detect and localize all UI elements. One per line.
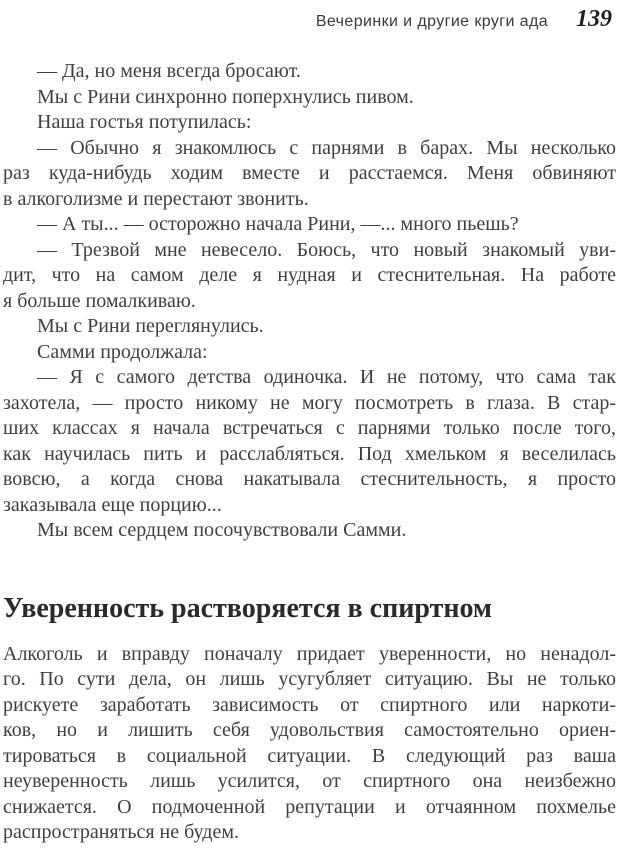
paragraph [3, 365, 616, 518]
paragraph [3, 136, 616, 213]
text-line: захотела, — просто никому не могу посмотреть в глаза. В стар- [3, 391, 616, 414]
text-line: го. По сути дела, он лишь усугубляет ситуацию. Вы не только [3, 668, 616, 690]
section-heading: Уверенность растворяется в спиртном [3, 592, 493, 624]
text-line: Мы всем сердцем посочувствовали Самми. [37, 519, 407, 541]
text-line: дит, что на самом деле я нудная и стеснительная. На работе [3, 264, 616, 286]
text-line: рискуете заработать зависимость от спиртного или наркоти- [3, 693, 616, 716]
text-line: тироваться в социальной ситуации. В следующий раз ваша [3, 744, 616, 767]
page-number: 139 [576, 6, 612, 32]
text-line: ших классах я начала встречаться с парнями только после того, [3, 417, 616, 439]
text-line: Мы с Рини переглянулись. [37, 315, 264, 337]
text-line: я больше помалкиваю. [3, 289, 196, 312]
text-line: — Обычно я знакомлюсь с парнями в барах. Мы несколько [37, 136, 616, 159]
paragraph [3, 238, 616, 315]
text-column [3, 59, 616, 846]
text-line: Мы с Рини синхронно поперхнулись пивом. [37, 85, 414, 108]
paragraph [3, 85, 616, 111]
text-line: вовсю, а когда снова накатывала стеснительность, я просто [3, 468, 616, 490]
page-header [0, 0, 620, 32]
paragraph [3, 110, 616, 136]
text-line: заказывала еще порцию... [3, 493, 222, 516]
paragraph [3, 642, 616, 846]
text-line: Алкоголь и вправду поначалу придает уверенности, но ненадол- [3, 642, 616, 665]
text-line: — Да, но меня всегда бросают. [37, 60, 301, 82]
text-line: неуверенность лишь усилится, от спиртного она неизбежно [3, 770, 616, 792]
text-line: Наша гостья потупилась: [37, 111, 252, 133]
running-title: Вечеринки и другие круги ада [315, 13, 548, 30]
paragraph [3, 59, 616, 85]
text-line: — А ты... — осторожно начала Рини, —... много пьешь? [37, 213, 519, 235]
text-line: раз куда-нибудь ходим вместе и расстаемся. Меня обвиняют [3, 162, 616, 184]
text-line: в алкоголизме и перестают звонить. [3, 187, 309, 210]
paragraph [3, 212, 616, 238]
paragraph [3, 518, 616, 544]
paragraph [3, 340, 616, 366]
text-line: ков, но и лишить себя удовольствия самостоятельно ориен- [3, 719, 616, 741]
paragraph [3, 314, 616, 340]
text-line: распространяться не будем. [3, 821, 239, 843]
dialogue-block [3, 59, 616, 544]
text-line: как научилась пить и расслабляться. Под хмельком я веселилась [3, 442, 616, 465]
text-line: Самми продолжала: [37, 340, 208, 363]
section-body-block [3, 642, 616, 846]
text-line: — Трезвой мне невесело. Боюсь, что новый знакомый уви- [37, 238, 616, 261]
text-line: снижается. О подмоченной репутации и отчаянном похмелье [3, 795, 616, 818]
text-line: — Я с самого детства одиночка. И не потому, что сама так [37, 366, 616, 388]
